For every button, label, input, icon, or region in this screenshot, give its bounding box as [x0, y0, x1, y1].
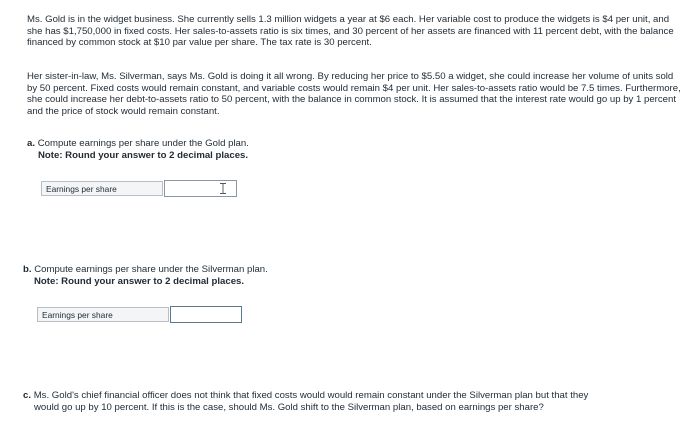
part-a-text: Compute earnings per share under the Gold plan. — [37, 138, 249, 149]
part-b-field-label: Earnings per share — [37, 307, 169, 322]
problem-paragraph-2: Her sister-in-law, Ms. Silverman, says Ms. Gold is doing it all wrong. By reducing her price to $5.50 a widget, she could increase her volume of units sold by 50 percent. Fixed costs would remain constant, and variable costs would remain $4 per unit. Her sales-to-assets ratio would be 7.5 times. Furthermore, she could increase her debt-to-assets ratio to 50 percent, with the balance in common stock. It is assumed that the interest rate would go up by 1 percent and the price of stock would remain constant. — [27, 71, 681, 117]
part-a-question — [27, 138, 249, 161]
part-c-text-line1: Ms. Gold's chief financial officer does not think that fixed costs would would remain constant under the Silverman plan but that they — [33, 390, 589, 401]
part-b-letter: b. — [23, 264, 32, 275]
part-c-letter: c. — [23, 390, 32, 401]
part-a-field-label: Earnings per share — [41, 181, 163, 196]
part-b-eps-input[interactable] — [170, 306, 242, 323]
part-a-letter: a. — [27, 138, 36, 149]
part-a-answer-row — [41, 180, 237, 197]
problem-paragraph-1: Ms. Gold is in the widget business. She currently sells 1.3 million widgets a year at $6 each. Her variable cost to produce the widgets is $4 per unit, and she has $1,750,000 in fixed costs. Her sales-to-assets ratio is six times, and 30 percent of her assets are financed with 11 percent debt, with the balance financed by common stock at $10 par value per share. The tax rate is 30 percent. — [27, 14, 674, 49]
part-c-text-line2: would go up by 10 percent. If this is the case, should Ms. Gold shift to the Silverman plan, based on earnings per share? — [34, 401, 544, 413]
part-c-question — [23, 390, 698, 413]
part-b-text: Compute earnings per share under the Silverman plan. — [34, 264, 268, 275]
part-b-question — [23, 264, 268, 287]
part-a-note: Note: Round your answer to 2 decimal places. — [38, 149, 249, 161]
text-cursor-icon — [220, 183, 226, 194]
part-b-note: Note: Round your answer to 2 decimal places. — [34, 275, 245, 287]
part-b-answer-row — [37, 306, 242, 323]
part-a-eps-input[interactable] — [164, 180, 237, 197]
